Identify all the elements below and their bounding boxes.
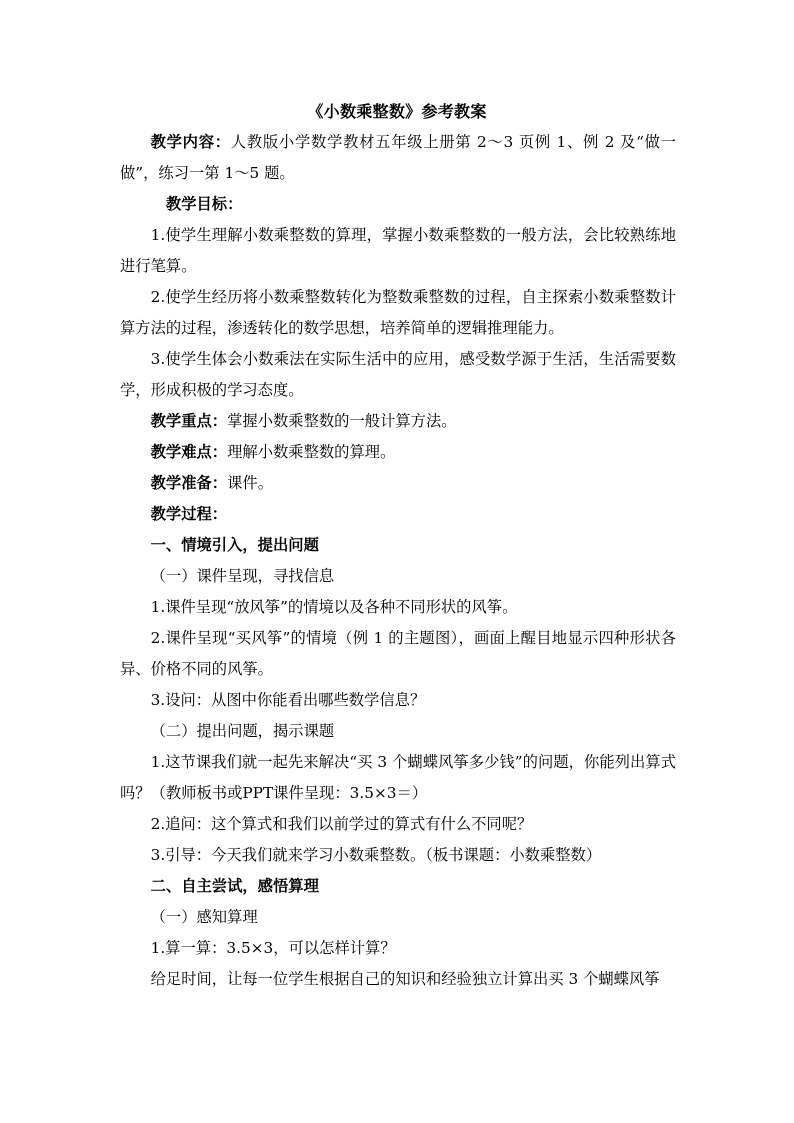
section-heading: 二、自主尝试，感悟算理	[150, 877, 319, 895]
list-item: 3.引导：今天我们就来学习小数乘整数。（板书课题：小数乘整数）	[150, 846, 602, 864]
subsection-heading: （一）课件呈现，寻找信息	[150, 567, 335, 585]
difficulty	[120, 437, 676, 468]
preparation	[120, 468, 676, 499]
section-heading: 一、情境引入，提出问题	[150, 536, 319, 554]
goal-item: 1.使学生理解小数乘整数的算理，掌握小数乘整数的一般方法，会比较熟练地进行笔算。	[120, 226, 676, 275]
key-point	[120, 406, 676, 437]
difficulty-text: 理解小数乘整数的算理。	[227, 443, 396, 461]
goal-item: 3.使学生体会小数乘法在实际生活中的应用，感受数学源于生活，生活需要数学，形成积极的学习态度。	[120, 350, 676, 399]
key-point-label: 教学重点：	[150, 412, 228, 430]
process-heading: 教学过程：	[150, 505, 228, 523]
list-item: 3.设问：从图中你能看出哪些数学信息？	[150, 691, 426, 709]
page-title: 《小数乘整数》参考教案	[307, 102, 487, 121]
teaching-content	[120, 127, 676, 189]
list-item: 1.课件呈现“放风筝”的情境以及各种不同形状的风筝。	[150, 598, 518, 616]
preparation-label: 教学准备：	[150, 474, 228, 492]
subsection-heading: （一）感知算理	[150, 908, 258, 926]
goals-heading: 教学目标：	[165, 195, 243, 213]
list-item: 给足时间，让每一位学生根据自己的知识和经验独立计算出买 3 个蝴蝶风筝	[150, 970, 660, 988]
goal-item: 2.使学生经历将小数乘整数转化为整数乘整数的过程，自主探索小数乘整数计算方法的过程，渗透转化的数学思想，培养简单的逻辑推理能力。	[120, 288, 676, 337]
preparation-text: 课件。	[227, 474, 273, 492]
document-body	[120, 127, 676, 995]
list-item: 1.算一算：3.5×3，可以怎样计算？	[150, 939, 396, 957]
difficulty-label: 教学难点：	[150, 443, 228, 461]
key-point-text: 掌握小数乘整数的一般计算方法。	[227, 412, 457, 430]
list-item: 1.这节课我们就一起先来解决“买 3 个蝴蝶风筝多少钱”的问题，你能列出算式吗？（教师板书或PPT课件呈现：3.5×3＝）	[120, 753, 676, 802]
subsection-heading: （二）提出问题，揭示课题	[150, 722, 335, 740]
teaching-content-text: 人教版小学数学教材五年级上册第 2～3 页例 1、例 2 及“做一做”，练习一第 1～5 题。	[120, 133, 676, 182]
list-item: 2.追问：这个算式和我们以前学过的算式有什么不同呢？	[150, 815, 533, 833]
list-item: 2.课件呈现“买风筝”的情境（例 1 的主题图），画面上醒目地显示四种形状各异、价格不同的风筝。	[120, 629, 676, 678]
teaching-content-label: 教学内容：	[150, 133, 231, 151]
